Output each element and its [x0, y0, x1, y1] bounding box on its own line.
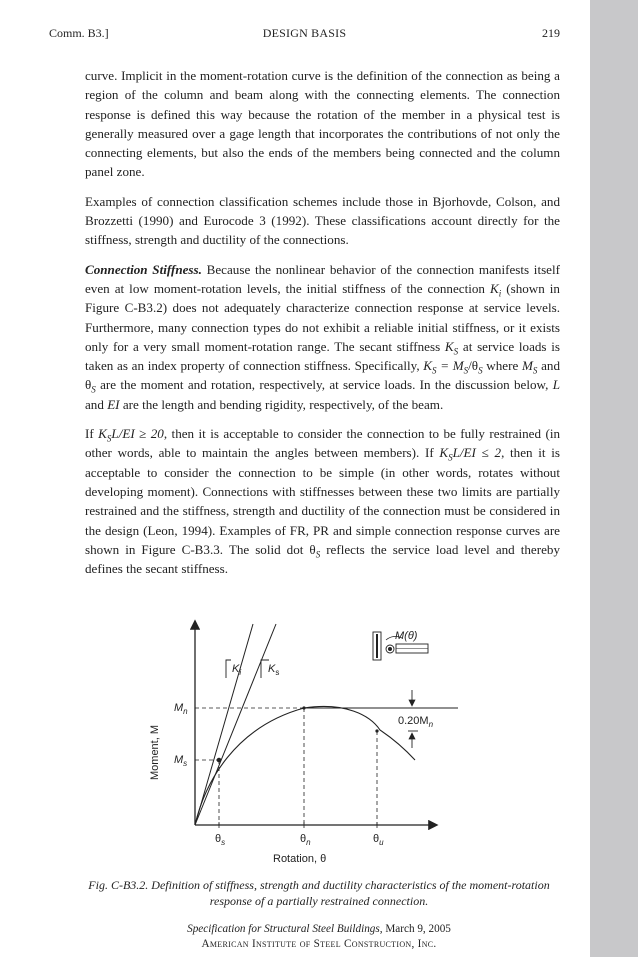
header-section-ref: Comm. B3.] — [49, 26, 109, 40]
page-number: 219 — [542, 26, 560, 40]
figure-caption — [48, 877, 590, 909]
secant-stiffness-line — [195, 624, 276, 825]
label-mn: $M_n$ — [174, 702, 188, 716]
run-in-heading: Connection Stiffness. — [85, 261, 202, 277]
page-footer — [48, 922, 590, 952]
label-theta-s: $\theta_s$ — [215, 833, 226, 847]
header-title: DESIGN BASIS — [262, 26, 347, 40]
label-020mn: $0.20M_n$ — [398, 715, 434, 729]
initial-stiffness-line — [195, 624, 253, 825]
label-theta-u: $\theta_u$ — [373, 833, 384, 847]
moment-rotation-diagram — [140, 612, 460, 867]
ultimate-dot — [375, 729, 378, 732]
label-theta-n: $\theta_n$ — [300, 833, 311, 847]
service-load-dot — [217, 758, 222, 763]
y-axis-label: Moment, M — [149, 724, 161, 780]
page-side-margin-bar — [590, 0, 638, 957]
paragraph-2: Examples of connection classification schemes include those in Bjorhovde, Colson, and Brozzetti (1990) and Eurocode 3 (1992). These classifications account directly for the stiffness, strength and ductility of the connections. — [85, 193, 560, 248]
footer-institute: American Institute of Steel Construction, Inc. — [201, 938, 437, 950]
label-ms: $M_s$ — [174, 754, 188, 768]
ki-slope-triangle — [226, 660, 231, 678]
body-text — [85, 66, 560, 588]
footer-spec-line: Specification for Structural Steel Buildings, March 9, 2005 — [187, 923, 451, 935]
caption-line-1: Fig. C-B3.2. Definition of stiffness, strength and ductility characteristics of the moment-rotation — [88, 878, 550, 892]
label-m-theta: M(θ) — [395, 630, 418, 642]
paragraph-1: curve. Implicit in the moment-rotation curve is the definition of the connection as being a region of the column and beam along with the connecting elements. The connection response is defined this way because the rotation of the member in a physical test is generally measured over a gage length that incorporates the contributions of not only the connecting elements, but also the ends of the members being connected and the column panel zone. — [85, 68, 560, 180]
x-axis-label: Rotation, θ — [273, 853, 327, 865]
paragraph-4: If $K_SL/EI \ge 20$, then it is acceptable to consider the connection to be fully restrained (in other words, able to maintain the angles between members). If $K_SL/EI \le 2$, then it is acceptable to consider the connection to be simple (in other words, rotates without developing moment). Connections with stiffnesses between these two limits are partially restrained and the stiffness, strength and ductility of the connection must be considered in the design (Leon, 1994). Examples of FR, PR and simple connection response curves are shown in Figure C-B3.3. The solid dot $\theta_S$ reflects the service load level and thereby defines the secant stiffness. — [85, 426, 561, 577]
moment-rotation-curve — [195, 707, 415, 825]
peak-dot — [302, 706, 305, 709]
paragraph-3: Connection Stiffness. Because the nonlinear behavior of the connection manifests itself even at low moment-rotation levels, the initial stiffness of the connection $K_i$ (shown in Figure C-B3.2) does not adequately characterize connection response at service levels. Furthermore, many connection types do not exhibit a reliable initial stiffness, or it exists only for a very small moment-rotation range. The secant stiffness $K_S$ at service loads is taken as an index property of connection stiffness. Specifically, $K_S = M_S/\theta_S$ where $M_S$ and $\theta_S$ are the moment and rotation, respectively, at service loads. In the discussion below, L and EI are the length and bending rigidity, respectively, of the beam. — [85, 261, 560, 412]
label-ki: $K_i$ — [232, 663, 242, 677]
label-ks: $K_s$ — [268, 663, 280, 677]
moment-rotation-figure — [140, 612, 460, 867]
caption-line-2: response of a partially restrained connection. — [209, 894, 429, 908]
